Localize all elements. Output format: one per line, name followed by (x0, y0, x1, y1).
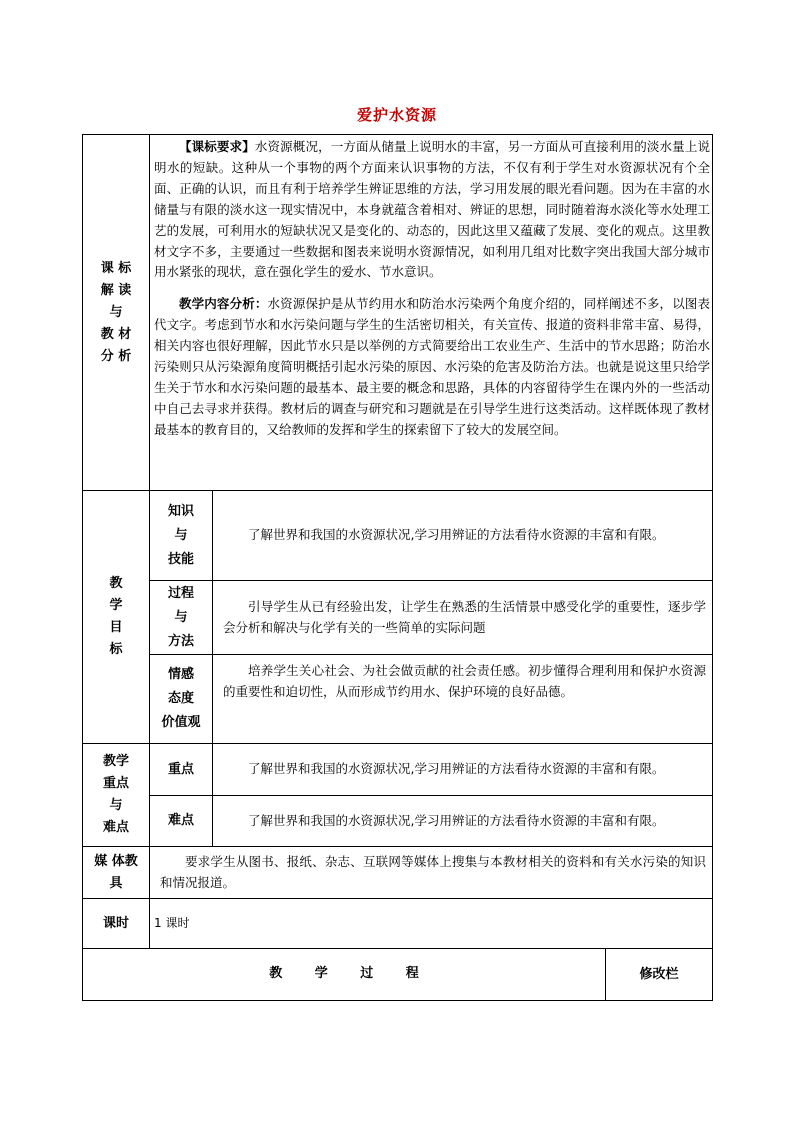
objectives-header: 教 学 目 标 (83, 491, 150, 744)
media-text: 要求学生从图书、报纸、杂志、互联网等媒体上搜集与本教材相关的资料和有关水污染的知识和情况报道。 (150, 847, 713, 899)
revision-column-label: 修改栏 (606, 949, 713, 1001)
media-row (83, 847, 713, 899)
teaching-process-label: 教 学 过 程 (83, 949, 606, 1001)
knowledge-skills-text: 了解世界和我国的水资源状况,学习用辨证的方法看待水资源的丰富和有限。 (213, 491, 713, 581)
page-title: 爱护水资源 (356, 106, 437, 124)
analysis-content (150, 135, 713, 491)
process-header-row (83, 949, 713, 1001)
difficulty-label: 难点 (150, 796, 213, 847)
process-method-text: 引导学生从已有经验出发，让学生在熟悉的生活情景中感受化学的重要性，逐步学会分析和解决与化学有关的一些简单的实际问题 (213, 581, 713, 655)
knowledge-skills-label: 知识 与 技能 (150, 491, 213, 581)
content-analysis-paragraph: 教学内容分析：水资源保护是从节约用水和防治水污染两个角度介绍的，同样阐述不多，以图表代文字。考虑到节水和水污染问题与学生的生活密切相关，有关宣传、报道的资料非常丰富、易得，相关内容也很好理解，因此节水只是以举例的方式简要给出工农业生产、生活中的节水思路；防治水污染则只从污染源角度简明概括引起水污染的原因、水污染的危害及防治方法。也就是说这里只给学生关于节水和水污染问题的最基本、最主要的概念和思路，具体的内容留待学生在课内外的一些活动中自己去寻求并获得。教材后的调查与研究和习题就是在引导学生进行这类活动。这样既体现了教材最基本的教育目的，又给教师的发挥和学生的探索留下了较大的发展空间。 (154, 296, 710, 437)
hours-value: 1 课时 (150, 899, 713, 949)
curriculum-requirement-paragraph: 【课标要求】水资源概况，一方面从储量上说明水的丰富，另一方面从可直接利用的淡水量上说明水的短缺。这种从一个事物的两个方面来认识事物的方法，不仅有利于学生对水资源状况有个全面、正确的认识，而且有利于培养学生辨证思维的方法，学习用发展的眼光看问题。因为在丰富的水储量与有限的淡水这一现实情况中，本身就蕴含着相对、辨证的思想，同时随着海水淡化等水处理工艺的发展，可利用水的短缺状况又是变化的、动态的，因此这里又蕴藏了发展、变化的观点。这里教材文字不多，主要通过一些数据和图表来说明水资源情况，如利用几组对比数字突出我国大部分城市用水紧张的现状，意在强化学生的爱水、节水意识。 (154, 139, 710, 280)
objective-emotion-row (83, 655, 713, 744)
focus-header: 教学 重点 与 难点 (83, 744, 150, 847)
key-point-row (83, 744, 713, 796)
emotion-attitude-text: 培养学生关心社会、为社会做贡献的社会责任感。初步懂得合理利用和保护水资源的重要性和迫切性，从而形成节约用水、保护环境的良好品德。 (213, 655, 713, 744)
process-method-label: 过程 与 方法 (150, 581, 213, 655)
emotion-attitude-label: 情感 态度 价值观 (150, 655, 213, 744)
objective-knowledge-row (83, 491, 713, 581)
key-point-text: 了解世界和我国的水资源状况,学习用辨证的方法看待水资源的丰富和有限。 (213, 744, 713, 796)
key-point-label: 重点 (150, 744, 213, 796)
media-header: 媒 体教 具 (83, 847, 150, 899)
analysis-row (83, 135, 713, 491)
analysis-header: 课 标 解 读 与 教 材 分 析 (83, 135, 150, 491)
difficulty-row (83, 796, 713, 847)
difficulty-text: 了解世界和我国的水资源状况,学习用辨证的方法看待水资源的丰富和有限。 (213, 796, 713, 847)
hours-row (83, 899, 713, 949)
hours-label: 课时 (83, 899, 150, 949)
objective-process-row (83, 581, 713, 655)
lesson-plan-table (82, 134, 713, 1001)
